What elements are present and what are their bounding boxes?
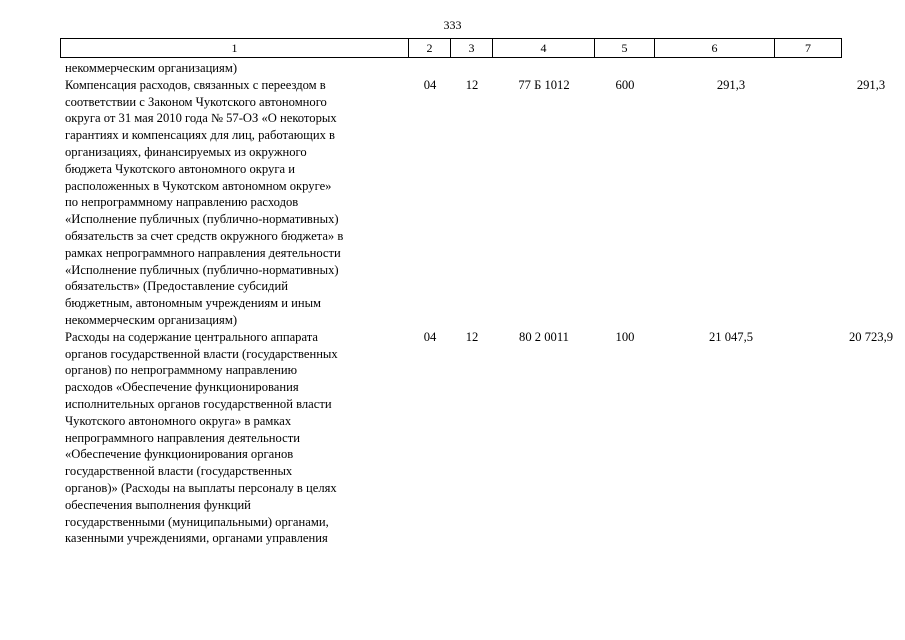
row-section-code: 04 [423, 329, 437, 344]
row-description [60, 60, 413, 77]
header-col-2: 2 [409, 39, 451, 58]
row-target-code: 77 Б 1012 [518, 77, 570, 92]
row-amount-col6: 21 047,5 [708, 329, 754, 344]
description-line: обязательств за счет средств окружного бюджета» в [65, 228, 344, 243]
description-line: исполнительных органов государственной власти [65, 396, 332, 411]
row-subsection-code: 12 [465, 329, 479, 344]
row-expense-type: 600 [615, 77, 635, 92]
description-line: бюджетным, автономным учреждениям и иным [65, 296, 322, 311]
description-line: организациях, финансируемых из окружного [65, 144, 307, 159]
description-line: обязательств» (Предоставление субсидий [65, 279, 288, 294]
row-subsection-code: 12 [465, 77, 479, 92]
description-line: расположенных в Чукотском автономном округе» [65, 178, 332, 193]
header-col-4: 4 [493, 39, 595, 58]
description-line: обеспечения выполнения функций [65, 497, 251, 512]
header-col-6: 6 [655, 39, 775, 58]
row-target-code: 80 2 0011 [519, 329, 569, 344]
description-line: рамках непрограммного направления деятельности [65, 245, 341, 260]
description-line: Компенсация расходов, связанных с переездом в [65, 77, 326, 92]
description-line: округа от 31 мая 2010 года № 57-ОЗ «О некоторых [65, 111, 337, 126]
description-line: некоммерческим организациям) [65, 312, 238, 327]
description-line: «Исполнение публичных (публично-нормативных) [65, 212, 339, 227]
table-header [60, 38, 842, 58]
description-line: гарантиях и компенсациях для лиц, работающих в [65, 128, 335, 143]
header-col-3: 3 [451, 39, 493, 58]
description-line: государственной власти (государственных [65, 464, 293, 479]
row-amount-col6: 291,3 [716, 77, 746, 92]
description-line: непрограммного направления деятельности [65, 430, 300, 445]
row-section-code: 04 [423, 77, 437, 92]
description-line: по непрограммному направлению расходов [65, 195, 299, 210]
row-amount-col7: 291,3 [856, 77, 886, 92]
row-expense-type: 100 [615, 329, 635, 344]
page-number: 333 [443, 18, 462, 32]
description-line: государственными (муниципальными) органами, [65, 514, 329, 529]
table-body [60, 60, 894, 547]
header-col-1: 1 [61, 39, 409, 58]
table-row [60, 329, 894, 547]
description-line: «Обеспечение функционирования органов [65, 447, 294, 462]
table-row [60, 77, 886, 329]
description-line: органов)» (Расходы на выплаты персоналу в целях [65, 480, 337, 495]
description-line: некоммерческим организациям) [65, 61, 238, 75]
description-line: Расходы на содержание центрального аппарата [65, 329, 318, 344]
description-line: органов) по непрограммному направлению [65, 363, 298, 378]
header-col-5: 5 [595, 39, 655, 58]
row-description [60, 77, 413, 329]
row-amount-col7: 20 723,9 [848, 329, 894, 344]
description-line: расходов «Обеспечение функционирования [65, 380, 299, 395]
row-description [60, 329, 413, 547]
table-row [60, 60, 841, 77]
description-line: «Исполнение публичных (публично-нормативных) [65, 262, 339, 277]
header-col-7: 7 [775, 39, 842, 58]
description-line: соответствии с Законом Чукотского автономного [65, 94, 327, 109]
description-line: органов государственной власти (государственных [65, 346, 338, 361]
description-line: бюджета Чукотского автономного округа и [65, 161, 295, 176]
description-line: Чукотского автономного округа» в рамках [65, 413, 292, 428]
description-line: казенными учреждениями, органами управления [65, 531, 328, 546]
